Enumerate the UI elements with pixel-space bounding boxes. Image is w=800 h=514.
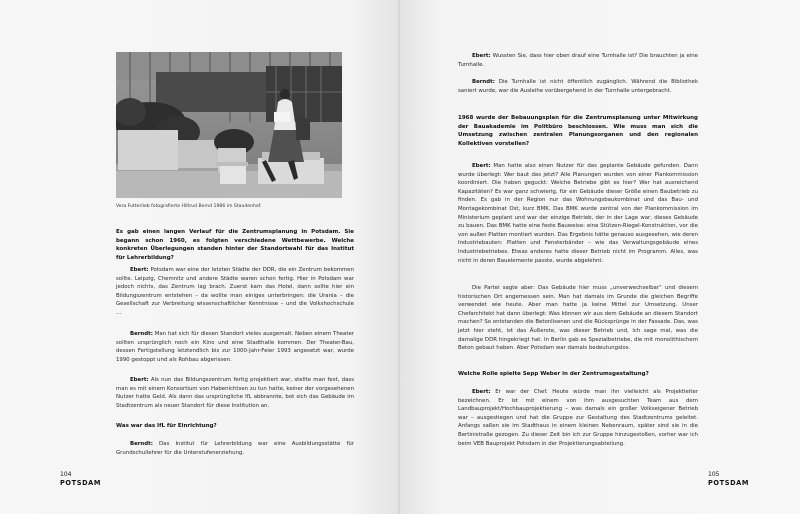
question-4: Welche Rolle spielte Sepp Weber in der Zentrumsgestaltung? [458, 371, 649, 377]
answer-ebert-1 [116, 266, 354, 318]
photo-caption: Vera Futterlieb fotografierte Hiltrud Bernd 1986 im Staudenhof. [116, 204, 262, 209]
speaker-ebert: Ebert: [472, 53, 491, 59]
speaker-ebert: Ebert: [472, 163, 491, 169]
question-1: Es gab einen langen Verlauf für die Zentrumsplanung in Potsdam. Sie begann schon 1960, es folgten verschiedene Wettbewerbe. Welche konkreten Überlegungen standen hinter der Standortwahl für das Institut für Lehrerbildung? [116, 229, 354, 261]
question-2: Was war das IfL für Einrichtung? [116, 423, 217, 429]
answer-text: Als nun das Bildungszentrum fertig projektiert war, stellte man fest, dass man es mit einem Konsortium von Habenichtsen zu tun hatte, keiner der vorgesehenen Nutzer hatte Geld. Als dann das ursprüngliche IfL abbrannte, bot sich das Gebäude im Stadtzentrum als neuer Standort für diese Institution an. [116, 377, 354, 409]
answer-ebert-5 [458, 388, 698, 448]
speaker-berndt: Berndt: [130, 331, 153, 337]
page-number: 105 [708, 471, 720, 478]
answer-ebert-3 [458, 52, 698, 69]
speaker-ebert: Ebert: [472, 389, 491, 395]
archive-photo [116, 52, 342, 198]
right-folio [708, 471, 749, 487]
answer-text: Wussten Sie, dass hier oben drauf eine Turnhalle ist? Die brauchten ja eine Turnhalle. [458, 53, 698, 68]
speaker-ebert: Ebert: [130, 377, 149, 383]
speaker-berndt: Berndt: [472, 79, 495, 85]
answer-berndt-1 [116, 330, 354, 364]
running-head: POTSDAM [60, 479, 102, 487]
answer-text: Potsdam war eine der letzten Städte der DDR, die ein Zentrum bekommen sollte. Leipzig, Chemnitz und andere Städte waren schon fertig. Hier in Potsdam war jedoch nichts, das Zentrum lag brach. Zuerst kam das Hotel, dann sollte hier ein Bildungszentrum entstehen – da wollte man einiges unterbringen: die Urania – die Gesellschaft zur Verbreitung wissenschaftlicher Kenntnisse – und die Volkshochschule … [116, 267, 354, 316]
question-3: 1968 wurde der Bebauungsplan für die Zentrumsplanung unter Mitwirkung der Bauakademie im Politbüro beschlossen. Wie muss man sich die Umsetzung zwischen zentralen Planungsorganen und den regionalen Kollektiven vorstellen? [458, 115, 698, 147]
answer-ebert-4-continued: Die Partei sagte aber: Das Gebäude hier muss „unverwechselbar“ und diesem historischen Ort angemessen sein. Man hat damals im Grunde die gleichen Begriffe verwendet wie heute. Aber man hatte ja keine Mittel zur Umsetzung. Unser Chefarchitekt hat dann überlegt: Was können wir aus dem Gebäude an diesem Standort machen? So entstanden die Betonlisenen und die Rücksprünge in der Fassade. Das, was jetzt hier steht, ist das Äußerste, was dieser Betrieb und, ich sage mal, was die damalige DDR hingekriegt hat. In Berlin gab es Spezialbetriebe, die mit monolithischem Beton gebaut haben. Aber Potsdam war damals bedeutungslos. [458, 285, 698, 352]
answer-text: Man hat sich für diesen Standort vieles ausgemalt. Neben einem Theater sollten ursprünglich noch ein Kino und eine Stadthalle kommen. Der Theater-Bau, dessen Fertigstellung letztendlich bis zur 1000-Jahr-Feier 1993 angesetzt war, wurde 1990 gestoppt und als Rohbau abgerissen. [116, 331, 354, 363]
answer-ebert-2 [116, 376, 354, 410]
running-head: POTSDAM [708, 479, 750, 487]
speaker-ebert: Ebert: [130, 267, 149, 273]
answer-berndt-2 [116, 440, 354, 457]
right-page [400, 0, 800, 514]
answer-text: Man hatte also einen Nutzer für das geplante Gebäude gefunden. Dann wurde überlegt: Wer baut das jetzt? Alle Planungen wurden von einer Plankommission koordiniert. Die haben geguckt: Welche Betriebe gibt es hier? Wer hat ausreichend Kapazitäten? Es war ganz schwierig, für ein Gebäude dieser Größe einen Baubetrieb zu finden. Es gab in der Region nur das Wohnungsbaukombinat und das Bau- und Montagekombinat Ost, kurz BMK. Das BMK wurde zentral von der Plankommission im Ministerium geplant und war der einzige Betrieb, der in der Lage war, dieses Gebäude zu bauen. Das BMK hatte eine feste Bauweise: eine Stützen-Riegel-Konstruktion, vor die von außen Platten montiert wurden. Das Ergebnis hätte genauso ausgesehen, wie deren Industriebauten: Platten und Fensterbänder – wie das Verwaltungsgebäude eines Industriebetriebes. Etwas anderes hatte dieser Betrieb nicht im Programm. Alles, was nicht in deren Bauelemente passte, wurde abgelehnt. [458, 163, 698, 264]
answer-text: Die Turnhalle ist nicht öffentlich zugänglich. Während die Bibliothek saniert wurde, war die Ausleihe vorübergehend in der Turnhalle untergebracht. [458, 79, 698, 94]
answer-text: Er war der Chef. Heute würde man ihn vielleicht als Projektleiter bezeichnen. Er ist mit einem von ihm ausgesuchten Team aus dem Landbauprojekt/Hochbauprojektierung – was damals ein großer Volkseigener Betrieb war – ausgestiegen und hat die Gruppe zur Gestaltung des Stadtzentrums geleitet. Anfangs saßen sie im Stadthaus in einem kleinen Nebenraum, später sind sie in die Bertinistraße gezogen. Zu dieser Zeit bin ich zur Gruppe hinzugestoßen, vorher war ich beim VEB Bauprojekt Potsdam in der Projektierungsabteilung. [458, 389, 698, 447]
answer-text: Das Institut für Lehrerbildung war eine Ausbildungsstätte für Grundschullehrer für die Unterstufenerziehung. [116, 441, 354, 456]
speaker-berndt: Berndt: [130, 441, 153, 447]
answer-ebert-4 [458, 162, 698, 265]
left-folio [60, 471, 101, 487]
answer-berndt-3 [458, 78, 698, 95]
page-number: 104 [60, 471, 72, 478]
